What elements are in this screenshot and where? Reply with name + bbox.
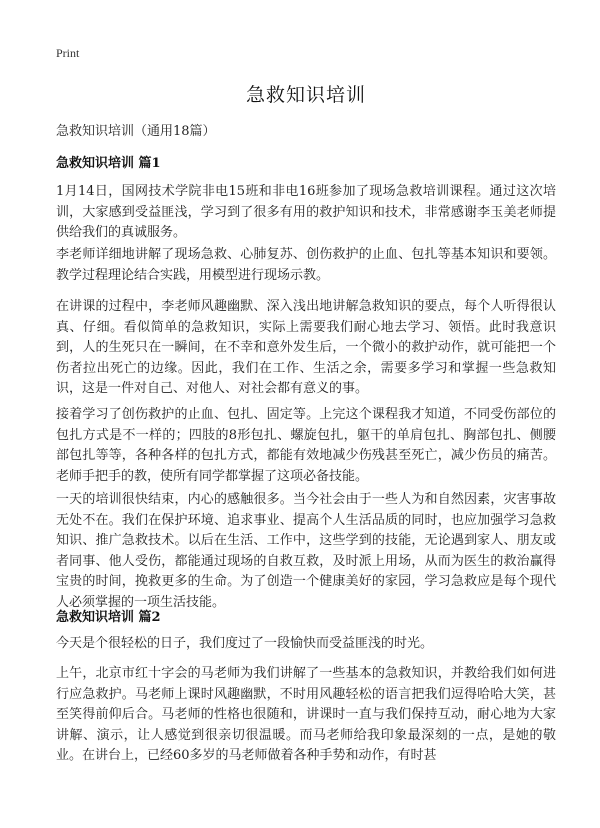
print-link[interactable]: Print [56, 46, 80, 60]
section-1-paragraph-4: 接着学习了创伤救护的止血、包扎、固定等。上完这个课程我才知道，不同受伤部位的包扎方式是不一样的；四肢的8形包扎、螺旋包扎，躯干的单肩包扎、胸部包扎、侧腰部包扎等等，各种各样的包扎方式，都能有效地减少伤残甚至死亡，减少伤员的痛苦。老师手把手的教，使所有同学都掌握了这项必备技能。 [56, 407, 556, 484]
section-1-paragraph-2: 李老师详细地讲解了现场急救、心肺复苏、创伤救护的止血、包扎等基本知识和要领。教学过程理论结合实践，用模型进行现场示教。 [56, 247, 556, 283]
section-2-paragraph-1: 今天是个很轻松的日子，我们度过了一段愉快而受益匪浅的时光。 [56, 636, 434, 651]
document-subtitle: 急救知识培训（通用18篇） [56, 124, 216, 139]
section-1-paragraph-3: 在讲课的过程中，李老师风趣幽默、深入浅出地讲解急救知识的要点，每个人听得很认真、仔细。看似简单的急救知识，实际上需要我们耐心地去学习、领悟。此时我意识到，人的生死只在一瞬间，在不幸和意外发生后，一个微小的救护动作，就可能把一个伤者拉出死亡的边缘。因此，我们在工作、生活之余，需要多学习和掌握一些急救知识，这是一件对自己、对他人、对社会都有意义的事。 [56, 299, 556, 396]
section-1-heading: 急救知识培训 篇1 [56, 156, 161, 171]
section-2-heading: 急救知识培训 篇2 [56, 610, 161, 625]
section-1-paragraph-5: 一天的培训很快结束，内心的感触很多。当今社会由于一些人为和自然因素，灾害事故无处不在。我们在保护环境、追求事业、提高个人生活品质的同时，也应加强学习急救知识、推广急救技术。以后在生活、工作中，这些学到的技能，无论遇到家人、朋友或者同事、他人受伤，都能通过现场的自救互救，及时派上用场，从而为医生的救治赢得宝贵的时间，挽救更多的生命。为了创造一个健康美好的家园，学习急救应是每个现代人必须掌握的一项生活技能。 [56, 492, 556, 610]
section-2-paragraph-2: 上午，北京市红十字会的马老师为我们讲解了一些基本的急救知识，并教给我们如何进行应急救护。马老师上课时风趣幽默，不时用风趣轻松的语言把我们逗得哈哈大笑，甚至笑得前仰后合。马老师的性格也很随和，讲课时一直与我们保持互动，耐心地为大家讲解、演示，让人感觉到很亲切很温暖。而马老师给我印象最深刻的一点，是她的敬业。在讲台上，已经60多岁的马老师做着各种手势和动作，有时甚 [56, 666, 556, 763]
section-1-paragraph-1: 1月14日，国网技术学院非电15班和非电16班参加了现场急救培训课程。通过这次培训，大家感到受益匪浅，学习到了很多有用的救护知识和技术，非常感谢李玉美老师提供给我们的真诚服务。 [56, 184, 556, 240]
document-title: 急救知识培训 [245, 84, 366, 106]
